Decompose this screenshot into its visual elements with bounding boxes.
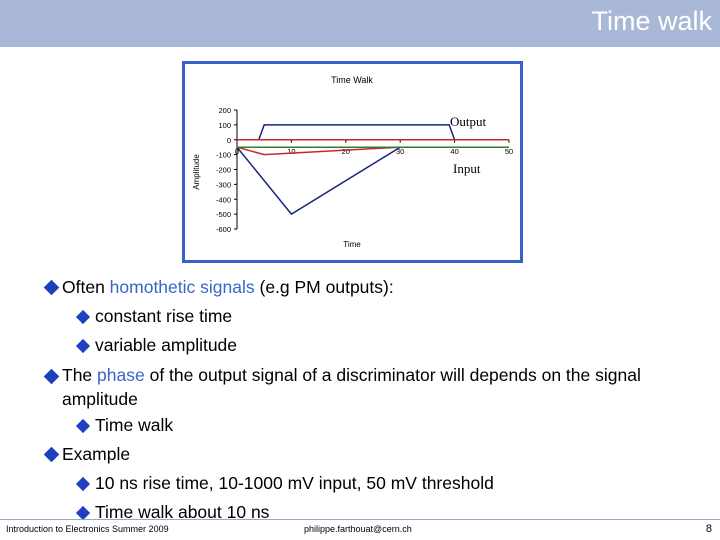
footer	[0, 519, 720, 540]
y-tick-label: -600	[215, 225, 231, 234]
y-tick-label: 0	[226, 135, 231, 145]
bullet-text: Often	[62, 277, 110, 297]
footer-course: Introduction to Electronics Summer 2009	[6, 524, 169, 534]
y-tick-label: -500	[215, 210, 231, 220]
y-tick-label: 200	[218, 106, 231, 115]
x-tick-label: 50	[504, 146, 514, 156]
chart-frame	[182, 61, 523, 263]
subbullet-diamond-icon	[76, 477, 90, 491]
subbullet-rise-time	[44, 302, 704, 331]
subbullet-example-values	[44, 469, 704, 498]
bullet-diamond-icon	[44, 447, 60, 463]
subbullet-text: variable amplitude	[95, 335, 238, 355]
y-axis-label: Amplitude	[192, 154, 201, 190]
chart-title: Time Walk	[331, 75, 373, 85]
slide-title: Time walk	[591, 6, 712, 36]
subbullet-diamond-icon	[76, 310, 90, 324]
bullet-diamond-icon	[44, 369, 60, 385]
title-bar	[0, 0, 720, 47]
subbullet-text: 10 ns rise time, 10-1000 mV input, 50 mV threshold	[95, 473, 494, 493]
x-tick-label: 30	[396, 146, 405, 156]
subbullet-text: Time walk	[95, 415, 174, 435]
bullet-text: The	[62, 365, 98, 385]
bullet-diamond-icon	[44, 280, 60, 296]
x-tick-label: 20	[341, 146, 350, 156]
bullet-text: (e.g PM outputs):	[254, 277, 394, 297]
y-tick-label: -400	[215, 195, 231, 205]
subbullet-diamond-icon	[76, 419, 90, 433]
bullet-text: Example	[62, 444, 131, 464]
y-tick-label: -300	[215, 180, 231, 190]
x-tick-label: 0	[234, 146, 240, 156]
subbullet-amplitude	[44, 331, 704, 360]
footer-email: philippe.farthouat@cern.ch	[304, 524, 412, 534]
input-label: Input	[453, 161, 481, 176]
bullet-phase	[44, 360, 704, 411]
subbullet-text: constant rise time	[95, 306, 233, 326]
bullet-homothetic	[44, 273, 704, 302]
subbullet-diamond-icon	[76, 339, 90, 353]
bullet-highlight: phase	[97, 365, 145, 385]
bullet-highlight: homothetic signals	[109, 277, 255, 297]
y-tick-label: -100	[215, 150, 231, 160]
subbullet-diamond-icon	[76, 506, 90, 520]
bullet-list	[44, 273, 704, 527]
x-tick-label: 40	[450, 146, 459, 156]
bullet-example	[44, 440, 704, 469]
output-label: Output	[450, 114, 487, 129]
y-tick-label: 100	[218, 120, 231, 130]
x-tick-label: 10	[287, 146, 296, 156]
bullet-text: of the output signal of a discriminator will depends on the signal amplitude	[62, 365, 641, 409]
subbullet-time-walk	[44, 411, 704, 440]
x-axis-label: Time	[343, 240, 361, 249]
subbullet-text: Time walk about 10 ns	[95, 502, 270, 522]
y-tick-label: -200	[215, 165, 231, 175]
time-walk-chart	[185, 64, 520, 260]
page-number: 8	[705, 523, 712, 535]
